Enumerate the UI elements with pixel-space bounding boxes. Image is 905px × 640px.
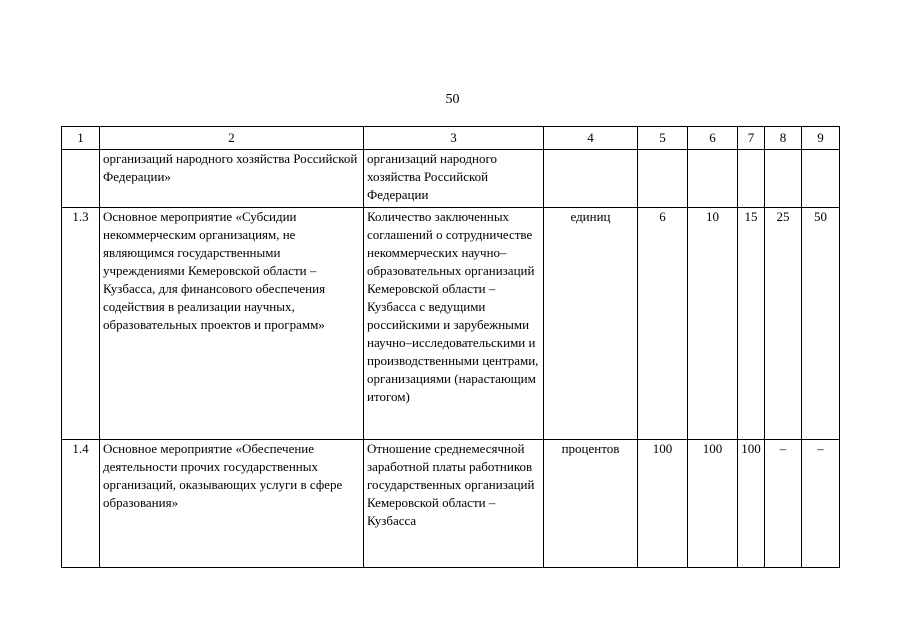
table-header-row — [62, 127, 840, 150]
header-cell: 2 — [100, 127, 364, 150]
value-cell: 25 — [765, 208, 802, 440]
value-cell: 10 — [688, 208, 738, 440]
header-cell: 9 — [802, 127, 840, 150]
page-number: 50 — [445, 92, 460, 107]
event-cell: Основное мероприятие «Субсидии некоммерческим организациям, не являющимся государственными учреждениями Кемеровской области – Кузбасса, для финансового обеспечения содействия в реализации научных, образовательных проектов и программ» — [100, 208, 364, 440]
indicator-cell: Отношение среднемесячной заработной платы работников государственных организаций Кемеровской области – Кузбасса — [364, 440, 544, 568]
value-cell: 15 — [738, 208, 765, 440]
value-cell: – — [765, 440, 802, 568]
header-cell: 6 — [688, 127, 738, 150]
value-cell: 50 — [802, 208, 840, 440]
table-row — [62, 208, 840, 440]
row-number: 1.4 — [62, 440, 100, 568]
row-number — [62, 150, 100, 208]
value-cell: 100 — [688, 440, 738, 568]
header-cell: 1 — [62, 127, 100, 150]
header-cell: 3 — [364, 127, 544, 150]
value-cell — [638, 150, 688, 208]
unit-cell: процентов — [544, 440, 638, 568]
header-cell: 5 — [638, 127, 688, 150]
indicators-table — [61, 126, 840, 568]
value-cell — [688, 150, 738, 208]
table-row — [62, 440, 840, 568]
header-cell: 7 — [738, 127, 765, 150]
value-cell: 100 — [638, 440, 688, 568]
value-cell: – — [802, 440, 840, 568]
indicator-cell: организаций народного хозяйства Российской Федерации — [364, 150, 544, 208]
value-cell — [738, 150, 765, 208]
value-cell — [802, 150, 840, 208]
table-row — [62, 150, 840, 208]
event-cell: организаций народного хозяйства Российской Федерации» — [100, 150, 364, 208]
header-cell: 4 — [544, 127, 638, 150]
event-cell: Основное мероприятие «Обеспечение деятельности прочих государственных организаций, оказывающих услуги в сфере образования» — [100, 440, 364, 568]
header-cell: 8 — [765, 127, 802, 150]
indicator-cell: Количество заключенных соглашений о сотрудничестве некоммерческих научно–образовательных организаций Кемеровской области – Кузбасса с ведущими российскими и зарубежными научно–исследовательскими и производственными центрами, организациями (нарастающим итогом) — [364, 208, 544, 440]
value-cell: 100 — [738, 440, 765, 568]
unit-cell: единиц — [544, 208, 638, 440]
unit-cell — [544, 150, 638, 208]
value-cell — [765, 150, 802, 208]
value-cell: 6 — [638, 208, 688, 440]
row-number: 1.3 — [62, 208, 100, 440]
